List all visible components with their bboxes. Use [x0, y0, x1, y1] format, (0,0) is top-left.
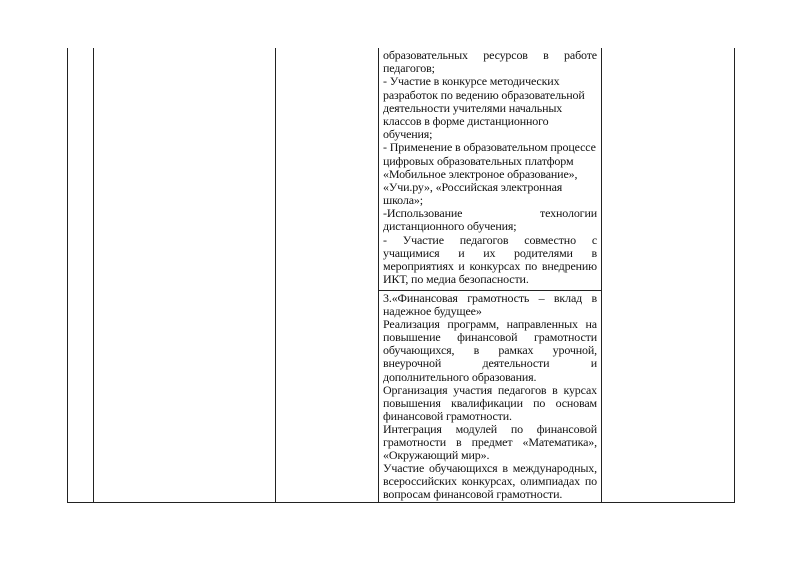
text-line: всероссийских конкурсах, олимпиадах по: [383, 474, 597, 489]
text-line: образовательных ресурсов в работе: [383, 48, 597, 62]
text-line: - Участие педагогов совместно с: [383, 232, 597, 247]
text-line: разработок по ведению образовательной: [383, 87, 585, 102]
text-line: дополнительного образования.: [383, 369, 537, 384]
text-line: дистанционного обучения;: [383, 219, 517, 234]
text-line: обучения;: [383, 127, 433, 142]
text-line: мероприятиях и конкурсах по внедрению: [383, 259, 597, 273]
column-divider: [275, 48, 276, 503]
text-line: «Учи.ру», «Российская электронная: [383, 179, 563, 194]
text-line: вопросам финансовой грамотности.: [383, 487, 563, 502]
column-divider: [601, 48, 602, 503]
text-line: - Применение в образовательном процессе: [383, 140, 596, 155]
text-line: 3.«Финансовая грамотность – вклад в: [383, 291, 597, 305]
text-line: ИКТ, по медиа безопасности.: [383, 272, 529, 287]
text-line: внеурочной деятельности и: [383, 356, 597, 371]
cell-digital-education: [383, 49, 597, 286]
text-line: грамотности в предмет «Математика»,: [383, 435, 597, 450]
text-line: классов в форме дистанционного: [383, 113, 549, 128]
text-line: Организация участия педагогов в курсах: [383, 382, 597, 397]
text-line: Реализация программ, направленных на: [383, 317, 597, 332]
table-border-bottom: [67, 502, 735, 503]
text-line: повышение финансовой грамотности: [383, 330, 597, 345]
text-line: - Участие в конкурсе методических: [383, 74, 560, 89]
text-line: повышения квалификации по основам: [383, 395, 597, 410]
text-line: Участие обучающихся в международных,: [383, 461, 597, 476]
table-border-right: [734, 48, 735, 503]
text-line: -Использование технологии: [383, 206, 597, 221]
table-border-left: [67, 48, 68, 503]
text-line: «Окружающий мир».: [383, 448, 490, 463]
text-line: учащимися и их родителями в: [383, 245, 597, 260]
text-line: педагогов;: [383, 61, 435, 76]
text-line: финансовой грамотности.: [383, 408, 512, 423]
cell-financial-literacy: [383, 292, 597, 502]
text-line: «Мобильное электроное образование»,: [383, 166, 578, 181]
text-line: деятельности учителями начальных: [383, 100, 563, 115]
text-line: школа»;: [383, 193, 423, 208]
text-line: Интеграция модулей по финансовой: [383, 421, 597, 436]
column-divider: [378, 48, 379, 503]
column-divider: [93, 48, 94, 503]
text-line: цифровых образовательных платформ: [383, 153, 574, 168]
text-line: обучающихся, в рамках урочной,: [383, 343, 597, 358]
text-line: надежное будущее»: [383, 304, 482, 319]
